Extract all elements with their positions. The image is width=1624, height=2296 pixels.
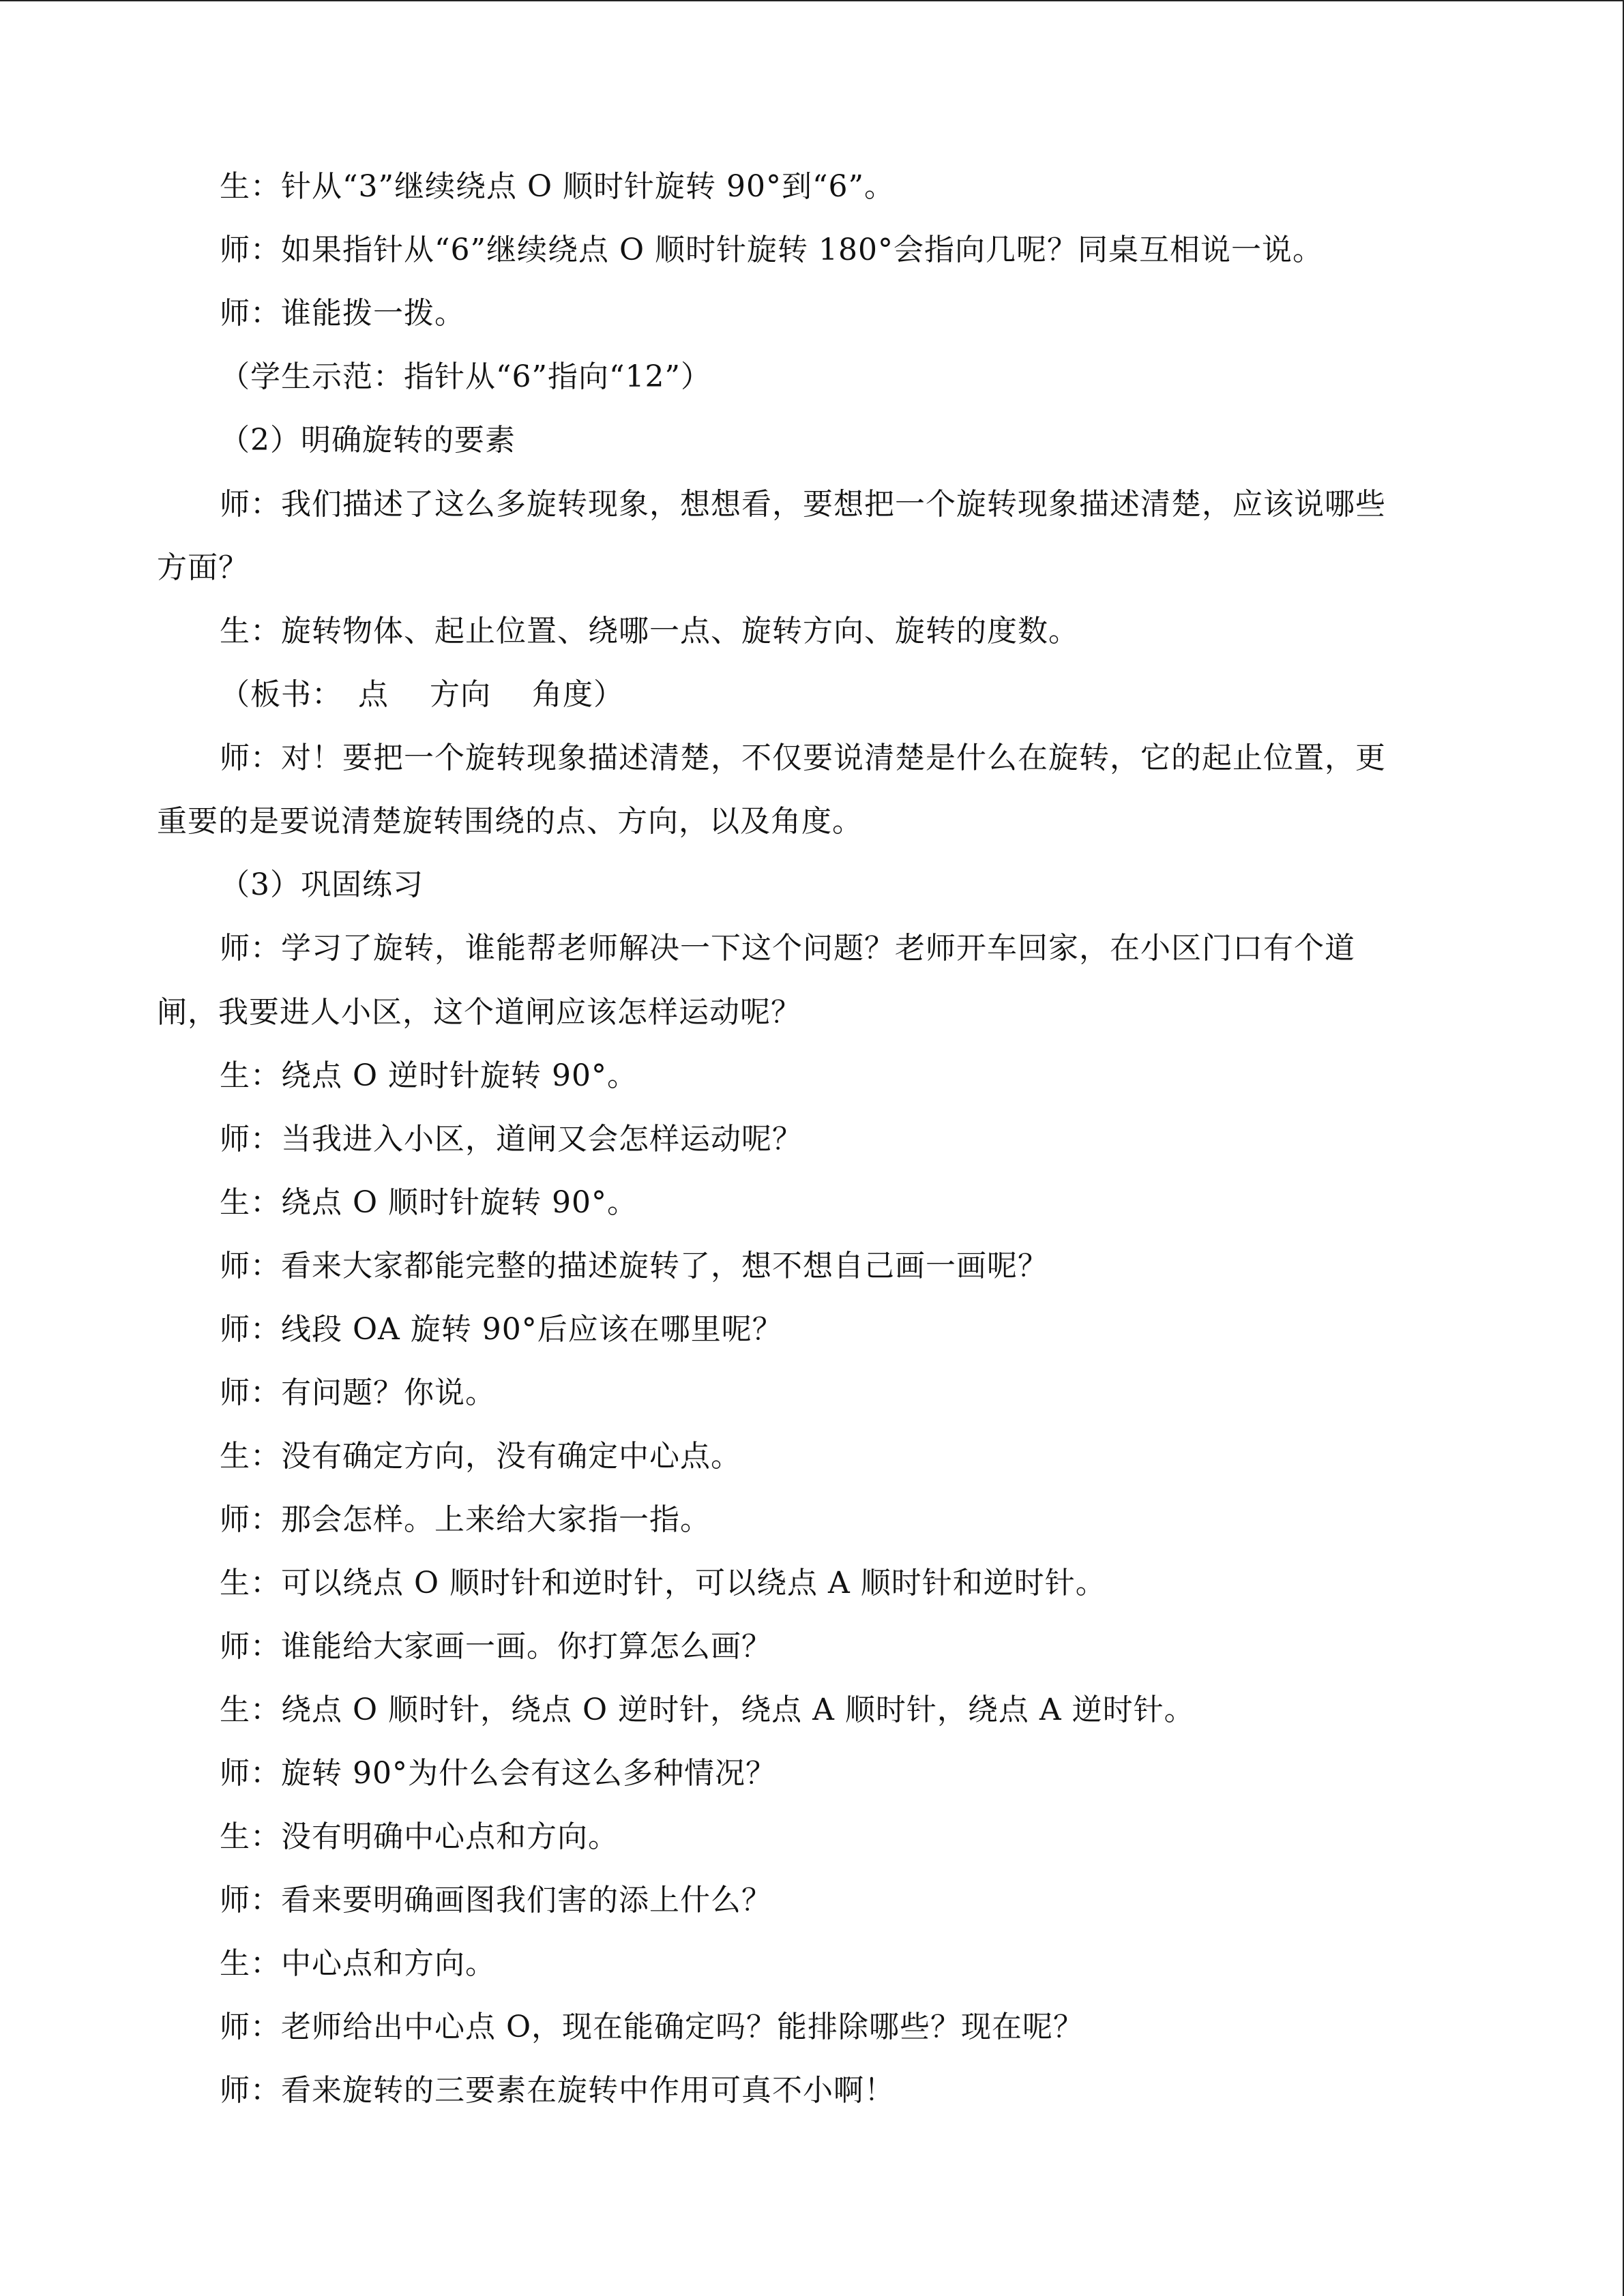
dialogue-line: 师：谁能拨一拨。	[220, 296, 465, 331]
blackboard-note: （板书： 点 方向 角度）	[220, 677, 624, 712]
dialogue-line: 生：可以绕点 O 顺时针和逆时针，可以绕点 A 顺时针和逆时针。	[220, 1566, 1106, 1600]
dialogue-line: 师：旋转 90°为什么会有这么多种情况？	[220, 1756, 776, 1791]
dialogue-line: 生：旋转物体、起止位置、绕哪一点、旋转方向、旋转的度数。	[220, 614, 1079, 648]
dialogue-continuation: 方面？	[157, 550, 249, 585]
dialogue-line: 生：中心点和方向。	[220, 1946, 496, 1981]
stage-direction: （学生示范：指针从“6”指向“12”）	[220, 359, 711, 394]
dialogue-line: 师：有问题？你说。	[220, 1375, 496, 1410]
dialogue-line: 师：老师给出中心点 O，现在能确定吗？能排除哪些？现在呢？	[220, 2010, 1084, 2044]
dialogue-line: 师：学习了旋转，谁能帮老师解决一下这个问题？老师开车回家，在小区门口有个道	[220, 931, 1355, 966]
dialogue-line: 生：绕点 O 顺时针旋转 90°。	[220, 1185, 638, 1220]
dialogue-continuation: 重要的是要说清楚旋转围绕的点、方向，以及角度。	[157, 804, 863, 839]
dialogue-line: 师：看来旋转的三要素在旋转中作用可真不小啊！	[220, 2073, 895, 2108]
dialogue-line: 生：没有明确中心点和方向。	[220, 1819, 619, 1854]
dialogue-line: 生：绕点 O 顺时针，绕点 O 逆时针，绕点 A 顺时针，绕点 A 逆时针。	[220, 1693, 1195, 1727]
dialogue-line: 师：线段 OA 旋转 90°后应该在哪里呢？	[220, 1312, 783, 1347]
dialogue-line: 生：没有确定方向，没有确定中心点。	[220, 1439, 741, 1474]
dialogue-line: 师：看来要明确画图我们害的添上什么？	[220, 1883, 772, 1918]
dialogue-line: 师：对！要把一个旋转现象描述清楚，不仅要说清楚是什么在旋转，它的起止位置，更	[220, 741, 1386, 775]
dialogue-line: 师：谁能给大家画一画。你打算怎么画？	[220, 1629, 772, 1664]
dialogue-line: 生：绕点 O 逆时针旋转 90°。	[220, 1058, 638, 1093]
dialogue-continuation: 闸，我要进人小区，这个道闸应该怎样运动呢？	[157, 995, 801, 1030]
section-heading: （2）明确旋转的要素	[220, 423, 516, 458]
dialogue-line: 师：看来大家都能完整的描述旋转了，想不想自己画一画呢？	[220, 1249, 1048, 1283]
dialogue-line: 师：如果指针从“6”继续绕点 O 顺时针旋转 180°会指向几呢？同桌互相说一说。	[220, 233, 1323, 267]
dialogue-line: 生：针从“3”继续绕点 O 顺时针旋转 90°到“6”。	[220, 169, 895, 204]
dialogue-line: 师：那会怎样。上来给大家指一指。	[220, 1502, 711, 1537]
section-heading: （3）巩固练习	[220, 867, 424, 902]
dialogue-line: 师：当我进入小区，道闸又会怎样运动呢？	[220, 1122, 803, 1157]
dialogue-line: 师：我们描述了这么多旋转现象，想想看，要想把一个旋转现象描述清楚，应该说哪些	[220, 487, 1386, 522]
